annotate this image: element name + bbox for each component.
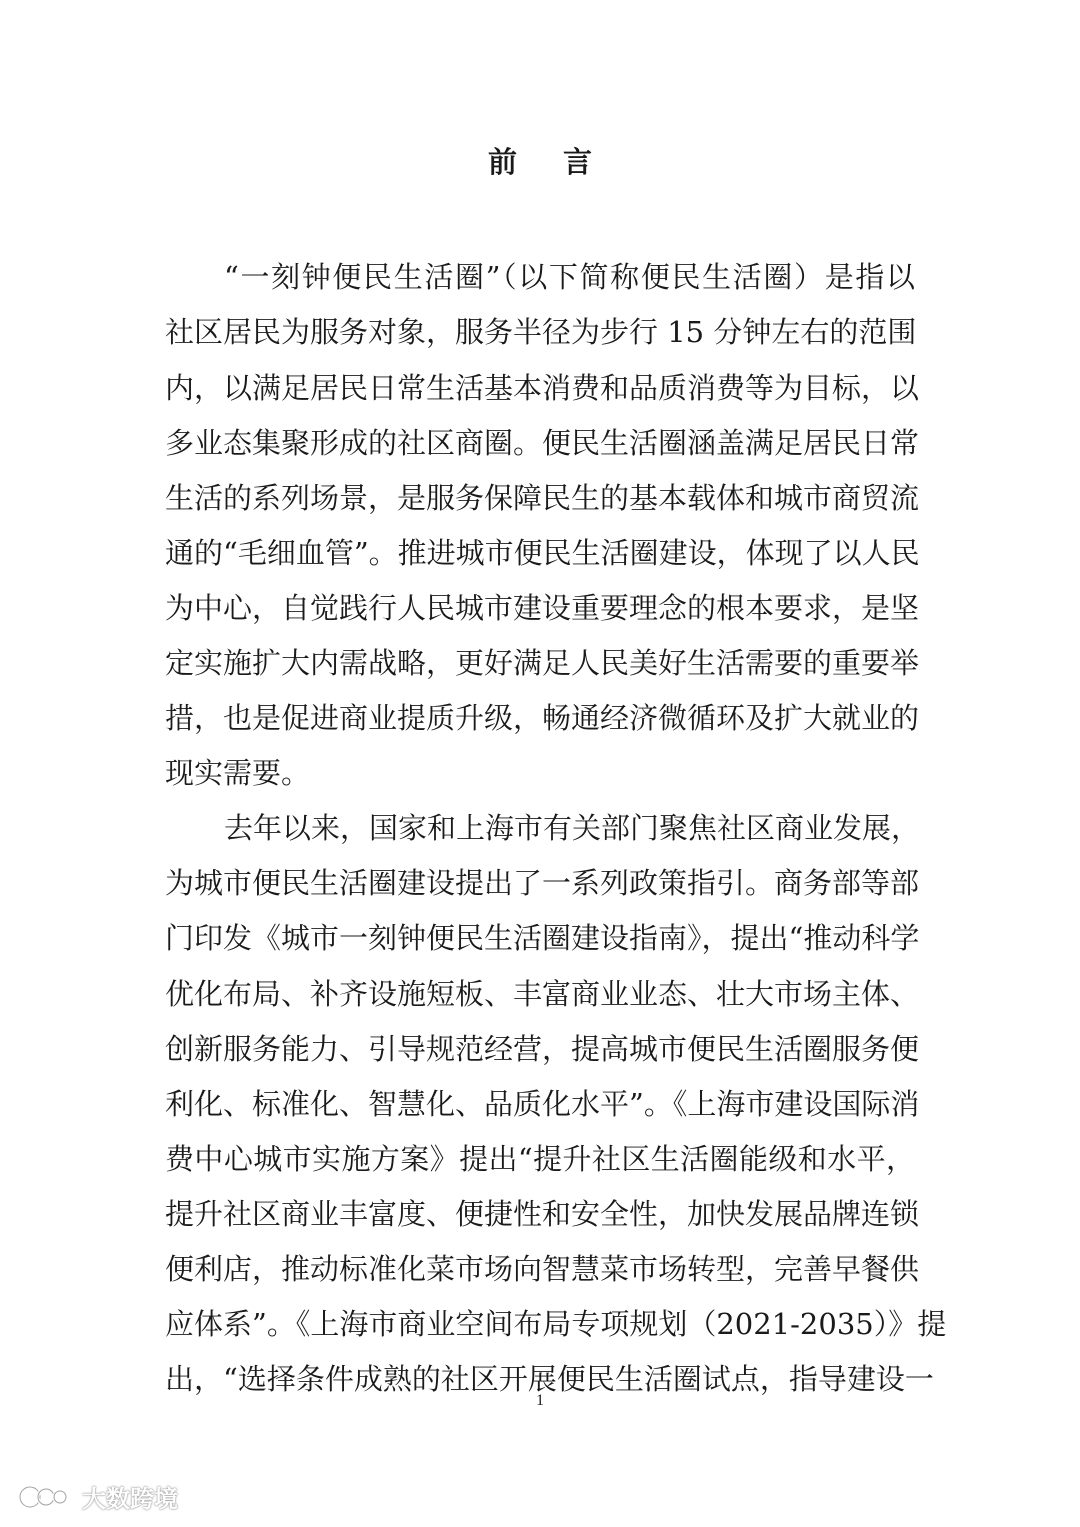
page-title: 前 言 [487,145,611,179]
paragraph-2-line: 费中心城市实施方案》提出“提升社区生活圈能级和水平， [165,1142,915,1176]
paragraph-1-line: 内，以满足居民日常生活基本消费和品质消费等为目标，以 [165,371,920,405]
paragraph-2-line: 利化、标准化、智慧化、品质化水平”。《上海市建设国际消 [165,1087,920,1121]
paragraph-2-line: 优化布局、补齐设施短板、丰富商业业态、壮大市场主体、 [165,977,920,1011]
paragraph-2-line: 提升社区商业丰富度、便捷性和安全性，加快发展品牌连锁 [165,1197,920,1231]
paragraph-1-line: 多业态集聚形成的社区商圈。便民生活圈涵盖满足居民日常 [165,426,920,460]
paragraph-2-line: 门印发《城市一刻钟便民生活圈建设指南》，提出“推动科学 [165,921,920,955]
paragraph-1-line: 为中心，自觉践行人民城市建设重要理念的根本要求，是坚 [165,591,920,625]
paragraph-2-line: 出，“选择条件成熟的社区开展便民生活圈试点，指导建设一 [165,1362,934,1396]
watermark [16,1478,178,1514]
watermark-text: 大数跨境 [82,1484,178,1513]
paragraph-2-line: 创新服务能力、引导规范经营，提高城市便民生活圈服务便 [165,1032,920,1066]
weibo-logo-icon [16,1481,76,1511]
page-number: 1 [536,1392,544,1409]
paragraph-1-line: 生活的系列场景，是服务保障民生的基本载体和城市商贸流 [165,481,920,515]
paragraph-2-line: 便利店，推动标准化菜市场向智慧菜市场转型，完善早餐供 [165,1252,920,1286]
paragraph-1-line: “一刻钟便民生活圈”（以下简称便民生活圈）是指以 [224,260,915,294]
paragraph-1-line: 定实施扩大内需战略，更好满足人民美好生活需要的重要举 [165,646,920,680]
paragraph-1-line: 措，也是促进商业提质升级，畅通经济微循环及扩大就业的 [165,701,920,735]
paragraph-1-line: 现实需要。 [165,756,311,790]
paragraph-2-line: 应体系”。《上海市商业空间布局专项规划（2021-2035）》提 [165,1307,947,1341]
paragraph-1-line: 通的“毛细血管”。推进城市便民生活圈建设，体现了以人民 [165,536,920,570]
paragraph-2-line: 去年以来，国家和上海市有关部门聚焦社区商业发展， [224,811,921,845]
paragraph-2-line: 为城市便民生活圈建设提出了一系列政策指引。商务部等部 [165,866,920,900]
paragraph-1-line: 社区居民为服务对象，服务半径为步行 15 分钟左右的范围 [165,315,917,349]
